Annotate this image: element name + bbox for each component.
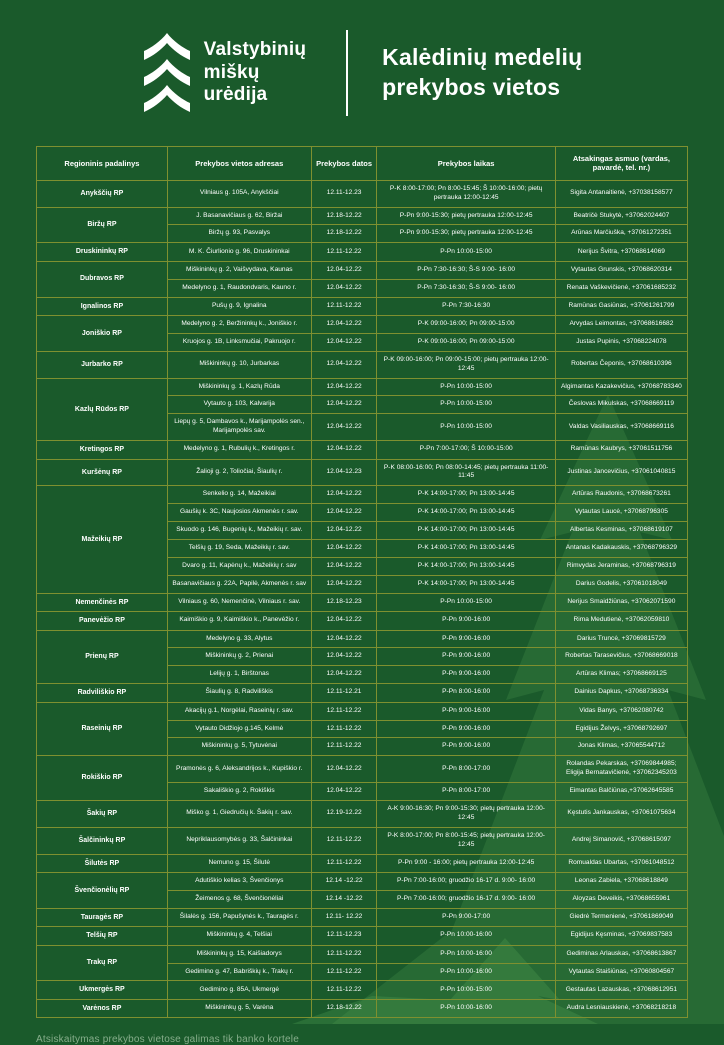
hours-cell: P-Pn 7:30-16:30 xyxy=(377,297,555,315)
address-cell: Pramonės g. 6, Aleksandrijos k., Kupiškio r. xyxy=(167,756,311,783)
table-row xyxy=(37,315,688,333)
hours-cell: P-Pn 7:30-16:30; Š-S 9:00- 16:00 xyxy=(377,279,555,297)
contact-cell: Vidas Banys, +37062080742 xyxy=(555,702,687,720)
hours-cell: A-K 9:00-16:30; Pn 9:00-15:30; pietų pertrauka 12:00-12:45 xyxy=(377,800,555,827)
table-row xyxy=(37,612,688,630)
hours-cell: P-K 14:00-17:00; Pn 13:00-14:45 xyxy=(377,557,555,575)
contact-cell: Gediminas Arlauskas, +37068613867 xyxy=(555,945,687,963)
hours-cell: P-Pn 9:00-16:00 xyxy=(377,702,555,720)
table-row xyxy=(37,630,688,648)
column-header-region: Regioninis padalinys xyxy=(37,147,168,181)
contact-cell: Rolandas Pekarskas, +37069844985; Eligija Bernatavičienė, +37062345203 xyxy=(555,756,687,783)
dates-cell: 12.04-12.22 xyxy=(311,441,377,459)
contact-cell: Beatričė Stukytė, +37062024407 xyxy=(555,207,687,225)
hours-cell: P-K 8:00-17:00; Pn 8:00-15:45; Š 10:00-16:00; pietų pertrauka 12:00-12:45 xyxy=(377,180,555,207)
brand-name-line2: miškų xyxy=(203,61,260,83)
address-cell: Gaušių k. 3C, Naujosios Akmenės r. sav. xyxy=(167,504,311,522)
spruce-chevrons-icon xyxy=(142,33,192,113)
contact-cell: Albertas Kesminas, +37068619107 xyxy=(555,522,687,540)
address-cell: Liepų g. 5, Dambavos k., Marijampolės sen., Marijampolės sav. xyxy=(167,414,311,441)
dates-cell: 12.11-12.22 xyxy=(311,945,377,963)
address-cell: Senkelio g. 14, Mažeikiai xyxy=(167,486,311,504)
region-cell: Telšių RP xyxy=(37,927,168,945)
brand-name-line3: urėdija xyxy=(203,84,268,106)
hours-cell: P-Pn 10:00-16:00 xyxy=(377,963,555,981)
address-cell: Šiaulių g. 8, Radviliškis xyxy=(167,684,311,702)
address-cell: Miškininkų g. 1, Kazlų Rūda xyxy=(167,378,311,396)
contact-cell: Audra Lesniauskienė, +37068218218 xyxy=(555,999,687,1017)
dates-cell: 12.18-12.23 xyxy=(311,593,377,611)
dates-cell: 12.11-12.22 xyxy=(311,297,377,315)
contact-cell: Ramūnas Gasiūnas, +37061261799 xyxy=(555,297,687,315)
hours-cell: P-K 14:00-17:00; Pn 13:00-14:45 xyxy=(377,504,555,522)
hours-cell: P-Pn 9:00-16:00 xyxy=(377,648,555,666)
table-row xyxy=(37,999,688,1017)
contact-cell: Romualdas Ubartas, +37061048512 xyxy=(555,854,687,872)
hours-cell: P-Pn 9:00-17:00 xyxy=(377,908,555,926)
dates-cell: 12.18-12.22 xyxy=(311,999,377,1017)
address-cell: Adutiškio kelias 3, Švenčionys xyxy=(167,872,311,890)
region-cell: Nemenčinės RP xyxy=(37,593,168,611)
table-row xyxy=(37,297,688,315)
contact-cell: Justas Pupinis, +37068224078 xyxy=(555,333,687,351)
contact-cell: Darius Truncė, +37069815729 xyxy=(555,630,687,648)
region-cell: Druskininkų RP xyxy=(37,243,168,261)
hours-cell: P-K 14:00-17:00; Pn 13:00-14:45 xyxy=(377,575,555,593)
region-cell: Anykščių RP xyxy=(37,180,168,207)
hours-cell: P-Pn 9:00-15:30; pietų pertrauka 12:00-12:45 xyxy=(377,207,555,225)
table-row xyxy=(37,684,688,702)
column-header-dates: Prekybos datos xyxy=(311,147,377,181)
hours-cell: P-Pn 9:00-16:00 xyxy=(377,720,555,738)
contact-cell: Egidijus Kęsminas, +37069837583 xyxy=(555,927,687,945)
address-cell: Vilniaus g. 60, Nemenčinė, Vilniaus r. sav. xyxy=(167,593,311,611)
contact-cell: Nerijus Smaidžiūnas, +37062071590 xyxy=(555,593,687,611)
contact-cell: Rimvydas Jeraminas, +37068796319 xyxy=(555,557,687,575)
hours-cell: P-Pn 10:00-15:00 xyxy=(377,396,555,414)
contact-cell: Eimantas Balčiūnas,+37062645585 xyxy=(555,783,687,801)
table-row xyxy=(37,756,688,783)
contact-cell: Vytautas Staišiūnas, +37060804567 xyxy=(555,963,687,981)
hours-cell: P-Pn 9:00-16:00 xyxy=(377,630,555,648)
address-cell: Miškininkų g. 5, Varėna xyxy=(167,999,311,1017)
region-cell: Raseinių RP xyxy=(37,702,168,756)
contact-cell: Algimantas Kazakevičius, +37068783340 xyxy=(555,378,687,396)
table-row xyxy=(37,261,688,279)
address-cell: Žeimenos g. 68, Švenčionėliai xyxy=(167,890,311,908)
address-cell: Miškininkų g. 4, Telšiai xyxy=(167,927,311,945)
region-cell: Panevėžio RP xyxy=(37,612,168,630)
address-cell: Basanavičiaus g. 22A, Papilė, Akmenės r. sav xyxy=(167,575,311,593)
hours-cell: P-Pn 8:00-17:00 xyxy=(377,783,555,801)
dates-cell: 12.04-12.22 xyxy=(311,666,377,684)
contact-cell: Rima Medutienė, +37062059810 xyxy=(555,612,687,630)
sales-locations-table xyxy=(36,146,688,1018)
address-cell: M. K. Čiurlionio g. 96, Druskininkai xyxy=(167,243,311,261)
region-cell: Šilutės RP xyxy=(37,854,168,872)
dates-cell: 12.11-12.23 xyxy=(311,927,377,945)
hours-cell: P-Pn 10:00-16:00 xyxy=(377,999,555,1017)
table-row xyxy=(37,800,688,827)
table-row xyxy=(37,827,688,854)
address-cell: Lelijų g. 1, Birštonas xyxy=(167,666,311,684)
table-row xyxy=(37,441,688,459)
brand-name xyxy=(204,39,307,106)
contact-cell: Česlovas Mikulskas, +37068669119 xyxy=(555,396,687,414)
dates-cell: 12.11-12.22 xyxy=(311,854,377,872)
contact-cell: Renata Vaškevičienė, +37061685232 xyxy=(555,279,687,297)
contact-cell: Vytautas Grunskis, +37068620314 xyxy=(555,261,687,279)
address-cell: Vytauto Didžiojo g.145, Kelmė xyxy=(167,720,311,738)
address-cell: Dvaro g. 11, Kapėnų k., Mažeikių r. sav xyxy=(167,557,311,575)
contact-cell: Robertas Tarasevičius, +37068669018 xyxy=(555,648,687,666)
table-row xyxy=(37,854,688,872)
table-row xyxy=(37,459,688,486)
table-row xyxy=(37,908,688,926)
hours-cell: P-K 08:00-16:00; Pn 08:00-14:45; pietų pertrauka 11:00-11:45 xyxy=(377,459,555,486)
dates-cell: 12.14 -12.22 xyxy=(311,872,377,890)
hours-cell: P-Pn 8:00-16:00 xyxy=(377,684,555,702)
hours-cell: P-Pn 9:00 - 16:00; pietų pertrauka 12:00-12:45 xyxy=(377,854,555,872)
address-cell: Nemuno g. 15, Šilutė xyxy=(167,854,311,872)
table-row xyxy=(37,243,688,261)
table-row xyxy=(37,945,688,963)
dates-cell: 12.04-12.23 xyxy=(311,459,377,486)
region-cell: Šakių RP xyxy=(37,800,168,827)
hours-cell: P-K 14:00-17:00; Pn 13:00-14:45 xyxy=(377,522,555,540)
region-cell: Jurbarko RP xyxy=(37,351,168,378)
address-cell: Gedimino g. 47, Babriškių k., Trakų r. xyxy=(167,963,311,981)
address-cell: Miškininkų g. 5, Tytuvėnai xyxy=(167,738,311,756)
dates-cell: 12.04-12.22 xyxy=(311,648,377,666)
table-row xyxy=(37,351,688,378)
region-cell: Radviliškio RP xyxy=(37,684,168,702)
address-cell: Medelyno g. 1, Rubulių k., Kretingos r. xyxy=(167,441,311,459)
address-cell: Telšių g. 19, Seda, Mažeikių r. sav. xyxy=(167,539,311,557)
dates-cell: 12.11-12.22 xyxy=(311,827,377,854)
region-cell: Tauragės RP xyxy=(37,908,168,926)
hours-cell: P-Pn 10:00-16:00 xyxy=(377,927,555,945)
dates-cell: 12.04-12.22 xyxy=(311,630,377,648)
dates-cell: 12.04-12.22 xyxy=(311,414,377,441)
hours-cell: P-Pn 10:00-15:00 xyxy=(377,593,555,611)
payment-note: Atsiskaitymas prekybos vietose galimas tik banko kortele xyxy=(36,1034,299,1045)
hours-cell: P-Pn 9:00-16:00 xyxy=(377,666,555,684)
dates-cell: 12.11-12.22 xyxy=(311,738,377,756)
address-cell: Pušų g. 9, Ignalina xyxy=(167,297,311,315)
dates-cell: 12.04-12.22 xyxy=(311,557,377,575)
hours-cell: P-Pn 7:00-16:00; gruodžio 16-17 d. 9:00- 16:00 xyxy=(377,872,555,890)
hours-cell: P-Pn 7:30-16:30; Š-S 9:00- 16:00 xyxy=(377,261,555,279)
dates-cell: 12.11-12.21 xyxy=(311,684,377,702)
hours-cell: P-K 14:00-17:00; Pn 13:00-14:45 xyxy=(377,486,555,504)
contact-cell: Giedrė Termenienė, +37061869049 xyxy=(555,908,687,926)
contact-cell: Darius Godelis, +37061018049 xyxy=(555,575,687,593)
contact-cell: Artūras Raudonis, +37068673261 xyxy=(555,486,687,504)
hours-cell: P-Pn 9:00-15:30; pietų pertrauka 12:00-12:45 xyxy=(377,225,555,243)
address-cell: Medelyno g. 1, Raudondvaris, Kauno r. xyxy=(167,279,311,297)
region-cell: Šalčininkų RP xyxy=(37,827,168,854)
hours-cell: P-K 09:00-16:00; Pn 09:00-15:00; pietų pertrauka 12:00-12:45 xyxy=(377,351,555,378)
hours-cell: P-K 09:00-16:00; Pn 09:00-15:00 xyxy=(377,333,555,351)
dates-cell: 12.04-12.22 xyxy=(311,486,377,504)
dates-cell: 12.04-12.22 xyxy=(311,396,377,414)
dates-cell: 12.11-12.22 xyxy=(311,702,377,720)
address-cell: Vilniaus g. 105A, Anykščiai xyxy=(167,180,311,207)
hours-cell: P-Pn 10:00-15:00 xyxy=(377,378,555,396)
dates-cell: 12.04-12.22 xyxy=(311,378,377,396)
table-row xyxy=(37,872,688,890)
table-header-row xyxy=(37,147,688,181)
contact-cell: Robertas Čeponis, +37068610396 xyxy=(555,351,687,378)
address-cell: Skuodo g. 146, Bugenių k., Mažeikių r. sav. xyxy=(167,522,311,540)
dates-cell: 12.04-12.22 xyxy=(311,522,377,540)
dates-cell: 12.11- 12.22 xyxy=(311,908,377,926)
contact-cell: Leonas Zabiela, +37068618849 xyxy=(555,872,687,890)
dates-cell: 12.11-12.22 xyxy=(311,981,377,999)
contact-cell: Andrej Simanovič, +37068615097 xyxy=(555,827,687,854)
region-cell: Ukmergės RP xyxy=(37,981,168,999)
table-row xyxy=(37,486,688,504)
region-cell: Biržų RP xyxy=(37,207,168,243)
table-row xyxy=(37,180,688,207)
dates-cell: 12.11-12.22 xyxy=(311,963,377,981)
address-cell: Sakališkio g. 2, Rokiškis xyxy=(167,783,311,801)
page-title-line1: Kalėdinių medelių xyxy=(382,44,583,71)
column-header-address: Prekybos vietos adresas xyxy=(167,147,311,181)
contact-cell: Egidijus Želvys, +37068792697 xyxy=(555,720,687,738)
address-cell: Miškininkų g. 15, Kaišiadorys xyxy=(167,945,311,963)
dates-cell: 12.04-12.22 xyxy=(311,539,377,557)
contact-cell: Dainius Dapkus, +37068736334 xyxy=(555,684,687,702)
address-cell: Nepriklausomybės g. 33, Šalčininkai xyxy=(167,827,311,854)
hours-cell: P-K 8:00-17:00; Pn 8:00-15:45; pietų pertrauka 12:00-12:45 xyxy=(377,827,555,854)
address-cell: Miškininkų g. 2, Prienai xyxy=(167,648,311,666)
dates-cell: 12.04-12.22 xyxy=(311,315,377,333)
address-cell: Gedimino g. 85A, Ukmergė xyxy=(167,981,311,999)
dates-cell: 12.11-12.22 xyxy=(311,243,377,261)
region-cell: Švenčionėlių RP xyxy=(37,872,168,908)
dates-cell: 12.04-12.22 xyxy=(311,333,377,351)
contact-cell: Arūnas Marčiuška, +37061272351 xyxy=(555,225,687,243)
address-cell: Miškininkų g. 2, Vaišvydava, Kaunas xyxy=(167,261,311,279)
dates-cell: 12.18-12.22 xyxy=(311,207,377,225)
contact-cell: Justinas Jancevičius, +37061040815 xyxy=(555,459,687,486)
hours-cell: P-Pn 8:00-17:00 xyxy=(377,756,555,783)
table-row xyxy=(37,593,688,611)
contact-cell: Kęstutis Jankauskas, +37061075634 xyxy=(555,800,687,827)
dates-cell: 12.11-12.23 xyxy=(311,180,377,207)
contact-cell: Sigita Antanaitienė, +37038158577 xyxy=(555,180,687,207)
table-row xyxy=(37,702,688,720)
region-cell: Varėnos RP xyxy=(37,999,168,1017)
address-cell: Miškininkų g. 10, Jurbarkas xyxy=(167,351,311,378)
contact-cell: Valdas Vasiliauskas, +37068669116 xyxy=(555,414,687,441)
contact-cell: Ramūnas Kaubrys, +37061511756 xyxy=(555,441,687,459)
contact-cell: Arvydas Leimontas, +37068616682 xyxy=(555,315,687,333)
region-cell: Dubravos RP xyxy=(37,261,168,297)
dates-cell: 12.19-12.22 xyxy=(311,800,377,827)
region-cell: Prienų RP xyxy=(37,630,168,684)
region-cell: Kuršėnų RP xyxy=(37,459,168,486)
address-cell: J. Basanavičiaus g. 62, Biržai xyxy=(167,207,311,225)
header-divider xyxy=(346,30,348,116)
dates-cell: 12.18-12.22 xyxy=(311,225,377,243)
dates-cell: 12.04-12.22 xyxy=(311,504,377,522)
address-cell: Kruojos g. 1B, Linksmučiai, Pakruojo r. xyxy=(167,333,311,351)
address-cell: Žalioji g. 2, Toliočiai, Šiaulių r. xyxy=(167,459,311,486)
hours-cell: P-Pn 10:00-15:00 xyxy=(377,243,555,261)
column-header-hours: Prekybos laikas xyxy=(377,147,555,181)
dates-cell: 12.14 -12.22 xyxy=(311,890,377,908)
dates-cell: 12.04-12.22 xyxy=(311,261,377,279)
hours-cell: P-K 14:00-17:00; Pn 13:00-14:45 xyxy=(377,539,555,557)
sales-locations-table-wrapper xyxy=(36,146,688,1018)
table-row xyxy=(37,981,688,999)
hours-cell: P-Pn 10:00-15:00 xyxy=(377,981,555,999)
dates-cell: 12.04-12.22 xyxy=(311,279,377,297)
hours-cell: P-Pn 7:00-17:00; Š 10:00-15:00 xyxy=(377,441,555,459)
contact-cell: Vytautas Laucė, +37068796305 xyxy=(555,504,687,522)
table-row xyxy=(37,378,688,396)
address-cell: Biržų g. 93, Pasvalys xyxy=(167,225,311,243)
hours-cell: P-Pn 10:00-16:00 xyxy=(377,945,555,963)
page-title-line2: prekybos vietos xyxy=(382,74,561,100)
region-cell: Kretingos RP xyxy=(37,441,168,459)
address-cell: Medelyno g. 2, Beržininkų k., Joniškio r. xyxy=(167,315,311,333)
dates-cell: 12.04-12.22 xyxy=(311,783,377,801)
address-cell: Miško g. 1, Giedručių k. Šakių r. sav. xyxy=(167,800,311,827)
table-row xyxy=(37,927,688,945)
contact-cell: Aloyzas Deveikis, +37068655961 xyxy=(555,890,687,908)
region-cell: Trakų RP xyxy=(37,945,168,981)
region-cell: Mažeikių RP xyxy=(37,486,168,593)
region-cell: Kazlų Rūdos RP xyxy=(37,378,168,441)
hours-cell: P-Pn 10:00-15:00 xyxy=(377,414,555,441)
contact-cell: Antanas Kadakauskis, +37068796329 xyxy=(555,539,687,557)
address-cell: Vytauto g. 103, Kalvarija xyxy=(167,396,311,414)
contact-cell: Gestautas Lazauskas, +37068612951 xyxy=(555,981,687,999)
address-cell: Šilalės g. 156, Papušynės k., Tauragės r. xyxy=(167,908,311,926)
column-header-contact: Atsakingas asmuo (vardas, pavardė, tel. nr.) xyxy=(555,147,687,181)
dates-cell: 12.11-12.22 xyxy=(311,720,377,738)
hours-cell: P-Pn 7:00-16:00; gruodžio 16-17 d. 9:00- 16:00 xyxy=(377,890,555,908)
address-cell: Kaimiškio g. 9, Kaimiškio k., Panevėžio r. xyxy=(167,612,311,630)
address-cell: Akacijų g.1, Norgėlai, Raseinių r. sav. xyxy=(167,702,311,720)
dates-cell: 12.04-12.22 xyxy=(311,351,377,378)
region-cell: Joniškio RP xyxy=(37,315,168,351)
table-row xyxy=(37,207,688,225)
hours-cell: P-Pn 9:00-16:00 xyxy=(377,738,555,756)
dates-cell: 12.04-12.22 xyxy=(311,756,377,783)
brand-name-line1: Valstybinių xyxy=(203,39,307,61)
page-title xyxy=(382,43,582,103)
dates-cell: 12.04-12.22 xyxy=(311,575,377,593)
contact-cell: Artūras Klimas; +37068669125 xyxy=(555,666,687,684)
hours-cell: P-Pn 9:00-16:00 xyxy=(377,612,555,630)
region-cell: Rokiškio RP xyxy=(37,756,168,801)
region-cell: Ignalinos RP xyxy=(37,297,168,315)
contact-cell: Nerijus Švitra, +37068614069 xyxy=(555,243,687,261)
dates-cell: 12.04-12.22 xyxy=(311,612,377,630)
contact-cell: Jonas Klimas, +37065544712 xyxy=(555,738,687,756)
address-cell: Medelyno g. 33, Alytus xyxy=(167,630,311,648)
page-header xyxy=(0,0,724,146)
brand-logo xyxy=(142,33,307,113)
hours-cell: P-K 09:00-16:00; Pn 09:00-15:00 xyxy=(377,315,555,333)
